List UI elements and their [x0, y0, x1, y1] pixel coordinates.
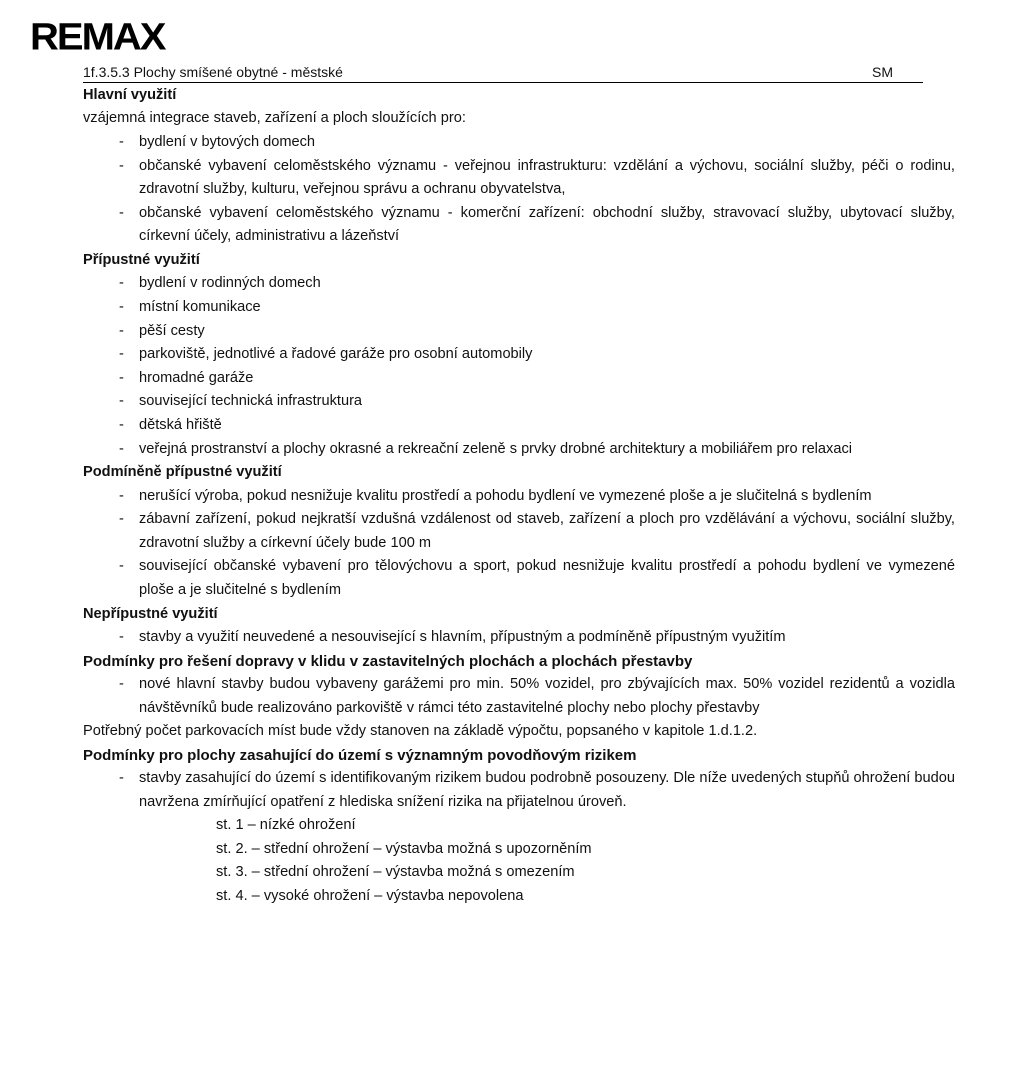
list-item: - pěší cesty: [83, 320, 955, 344]
parking-note: Potřebný počet parkovacích míst bude vždy stanoven na základě výpočtu, popsaného v kapitole 1.d.1.2.: [83, 723, 758, 740]
flood-level-item: st. 1 – nízké ohrožení: [216, 817, 356, 834]
main-use-list: [83, 131, 955, 249]
main-use-heading: Hlavní využití: [83, 87, 177, 103]
list-item: - parkoviště, jednotlivé a řadové garáže pro osobní automobily: [83, 343, 955, 367]
flood-levels-list: [83, 814, 955, 908]
flood-heading: Podmínky pro plochy zasahující do území s významným povodňovým rizikem: [83, 746, 637, 764]
list-item: - zábavní zařízení, pokud nejkratší vzdušná vzdálenost od staveb, zařízení a ploch pro vzdělávání a výchovu, sociální služby, zdravotní služby a církevní účely bude 100 m: [83, 508, 955, 555]
forbidden-use-list: [83, 626, 955, 650]
flood-level-item: st. 2. – střední ohrožení – výstavba možná s upozorněním: [216, 840, 592, 857]
flood-list: [83, 767, 955, 814]
list-item: - veřejná prostranství a plochy okrasné a rekreační zeleně s prvky drobné architektury a mobiliářem pro relaxaci: [83, 438, 955, 462]
conditional-use-list: [83, 485, 955, 603]
conditional-use-heading: Podmíněně přípustné využití: [83, 464, 282, 481]
list-item: - hromadné garáže: [83, 367, 955, 391]
list-item: - dětská hřiště: [83, 414, 955, 438]
parking-heading: Podmínky pro řešení dopravy v klidu v zastavitelných plochách a plochách přestavby: [83, 652, 693, 670]
list-item: - stavby zasahující do území s identifikovaným rizikem budou podrobně posouzeny. Dle níže uvedených stupňů ohrožení budou navržena zmírňující opatření z hlediska snížení rizika na přijatelnou úroveň.: [83, 767, 955, 814]
flood-level-item: st. 4. – vysoké ohrožení – výstavba nepovolena: [216, 888, 524, 905]
document-page: [83, 62, 955, 909]
forbidden-use-heading: Nepřípustné využití: [83, 605, 218, 622]
flood-level-item: st. 3. – střední ohrožení – výstavba možná s omezením: [216, 864, 575, 881]
list-item: - místní komunikace: [83, 296, 955, 320]
section-header: [83, 62, 923, 83]
list-item: - nerušící výroba, pokud nesnižuje kvalitu prostředí a pohodu bydlení ve vymezené ploše a je slučitelná s bydlením: [83, 485, 955, 509]
permitted-use-list: [83, 272, 955, 461]
list-item: - bydlení v bytových domech: [83, 131, 955, 155]
parking-list: [83, 673, 955, 720]
list-item: - související občanské vybavení pro tělovýchovu a sport, pokud nesnižuje kvalitu prostředí a pohodu bydlení ve vymezené ploše a je slučitelné s bydlením: [83, 555, 955, 602]
list-item: - občanské vybavení celoměstského významu - veřejnou infrastrukturu: vzdělání a výchovu, sociální služby, péči o rodinu, zdravotní služby, kulturu, veřejnou správu a ochranu obyvatelstva,: [83, 155, 955, 202]
section-code: SM: [872, 64, 893, 80]
list-item: - stavby a využití neuvedené a nesouvisející s hlavním, přípustným a podmíněně přípustným využitím: [83, 626, 955, 650]
section-title: 1f.3.5.3 Plochy smíšené obytné - městské: [83, 64, 343, 80]
main-use-intro: vzájemná integrace staveb, zařízení a ploch sloužících pro:: [83, 110, 466, 127]
list-item: - související technická infrastruktura: [83, 390, 955, 414]
list-item: - bydlení v rodinných domech: [83, 272, 955, 296]
list-item: - nové hlavní stavby budou vybaveny garážemi pro min. 50% vozidel, pro zbývajících max. 50% vozidel rezidentů a vozidla návštěvníků bude realizováno parkoviště v rámci této zastavitelné plochy nebo plochy přestavby: [83, 673, 955, 720]
list-item: - občanské vybavení celoměstského významu - komerční zařízení: obchodní služby, stravovací služby, ubytovací služby, církevní účely, administrativu a lázeňství: [83, 202, 955, 249]
permitted-use-heading: Přípustné využití: [83, 251, 200, 268]
remax-logo: REMAX: [30, 16, 165, 58]
